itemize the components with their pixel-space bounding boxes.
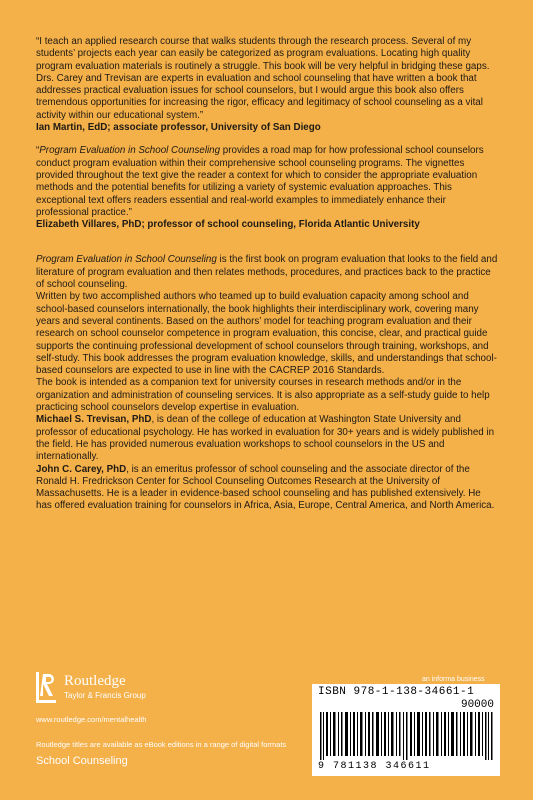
publisher-name: Routledge: [64, 672, 126, 689]
author-1-name: Michael S. Trevisan, PhD: [36, 414, 152, 426]
publisher-group: Taylor & Francis Group: [64, 690, 146, 700]
endorsement-2: [36, 145, 499, 231]
endorsement-2-text: [36, 145, 499, 219]
barcode-icon: [320, 712, 496, 760]
endorsement-1-text: “I teach an applied research course that walks students through the research process. Several of my students’ projects each year can easily be categorized as program evaluations. Locating high quality program evaluation materials is routinely a struggle. This book will be very helpful in bridging these gaps. Drs. Carey and Trevisan are experts in evaluation and school counseling that have written a book that addresses practical evaluation issues for school counselors, but I would argue this book also offers tremendous opportunities for increasing the rigor, efficacy and legitimacy of school counseling as a vital activity within our educational system.”: [36, 36, 490, 121]
endorsement-2-body: provides a road map for how professional school counselors conduct program evaluation within their comprehensive school counseling programs. The vignettes provided throughout the text give the reader a context for which to consider the appropriate evaluation methods and the potential benefits for utilizing a variety of systemic evaluation approaches. This exceptional text offers readers essential and real-world examples to immediately enhance their professional practice.”: [36, 145, 484, 218]
author-bio-1: [36, 414, 499, 463]
endorsement-2-open-quote: “: [36, 145, 40, 157]
endorsement-2-book-title: Program Evaluation in School Counseling: [39, 145, 221, 157]
barcode-number: 9 781138 346611: [318, 761, 431, 772]
publisher-url[interactable]: www.routledge.com/mentalhealth: [36, 715, 147, 724]
isbn-label: ISBN 978-1-138-34661-1: [318, 686, 475, 698]
endorsement-1: [36, 36, 499, 134]
isbn-barcode: [312, 684, 500, 776]
subject-category: School Counseling: [36, 755, 128, 767]
description-1-book-title: Program Evaluation in School Counseling: [36, 254, 217, 266]
author-2-bio: , is an emeritus professor of school counseling and the associate director of the Ronald H. Fredrickson Center for School Counseling Outcomes Research at the University of Massachusetts. He is a leader in evidence-based school counseling and has published extensively. He has offered evaluation training for counselors in Africa, Asia, Europe, Central America, and North America.: [36, 463, 495, 512]
author-2-name: John C. Carey, PhD: [36, 463, 127, 475]
publisher-logo: [36, 668, 276, 704]
price-code: 90000: [460, 699, 494, 711]
author-1-bio: , is dean of the college of education at Washington State University and professor of educational psychology. He has worked in evaluation for 30+ years and is widely published in the field. He has provided numerous evaluation workshops to school counselors in the US and internationally.: [36, 414, 495, 463]
description-1: [36, 254, 499, 291]
endorsement-1-attribution: Ian Martin, EdD; associate professor, University of San Diego: [36, 122, 321, 134]
routledge-logo-icon: [36, 668, 58, 704]
description-2: Written by two accomplished authors who teamed up to build evaluation capacity among school and school-based counselors internationally, the book highlights their interdisciplinary work, covering many years and several continents. Based on the authors’ model for teaching program evaluation and their research on school counselor competence in program evaluation, this concise, clear, and practical guide supports the continuing professional development of school counselors through training, workshops, and self-study. This book addresses the program evaluation knowledge, skills, and understandings that school-based counselors are expected to use in line with the CACREP 2016 Standards.: [36, 291, 497, 377]
endorsement-2-attribution: Elizabeth Villares, PhD; professor of school counseling, Florida Atlantic University: [36, 219, 420, 231]
author-bio-2: [36, 464, 499, 513]
description-3: The book is intended as a companion text for university courses in research methods and/or in the organization and administration of counseling services. It is also appropriate as a self-study guide to help practicing school counselors develop expertise in evaluation.: [36, 377, 490, 414]
ebook-note: Routledge titles are available as eBook editions in a range of digital formats: [36, 740, 287, 749]
informa-tagline: an informa business: [422, 676, 485, 683]
back-cover-text: [36, 36, 499, 513]
description-1-body: is the first book on program evaluation that looks to the field and literature of program evaluation and then relates methods, procedures, and practices back to the practice of school counseling.: [36, 254, 498, 291]
